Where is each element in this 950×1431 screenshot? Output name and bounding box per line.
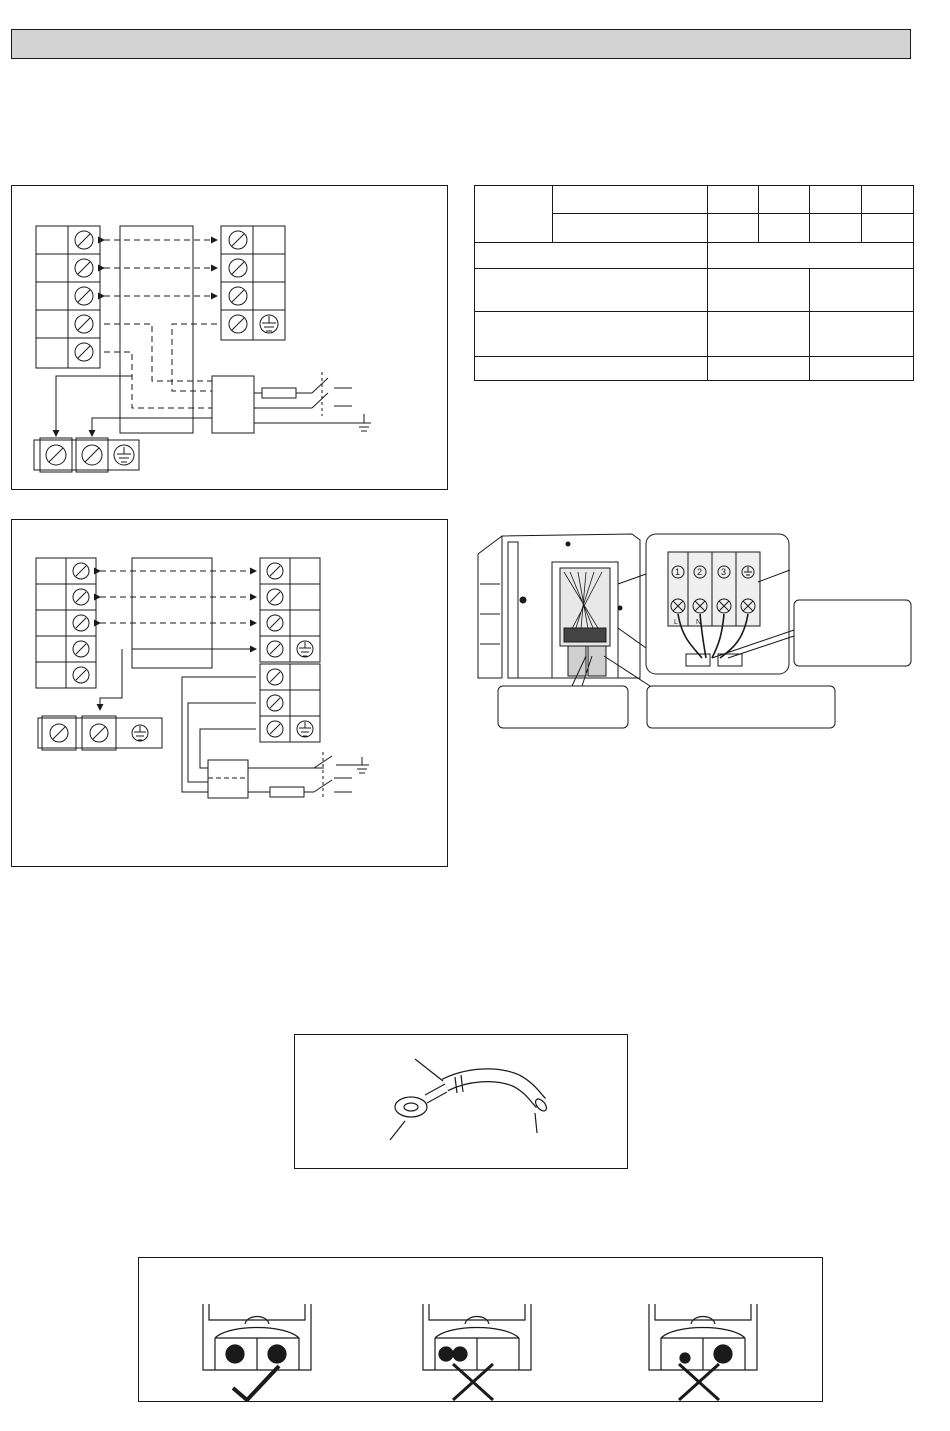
table-row <box>475 312 914 357</box>
breaker-switch-icon <box>312 378 328 393</box>
power-terminal-block <box>34 438 139 472</box>
connection-examples-figure <box>138 1257 823 1402</box>
terminal-screw-icon <box>46 445 66 465</box>
cable-clamp <box>208 760 248 798</box>
table-cell <box>810 186 862 214</box>
interconnect-wires <box>100 571 256 710</box>
ring-terminal-icon <box>395 1097 427 1117</box>
terminal-screw-icon <box>75 315 93 333</box>
table-cell <box>708 186 759 214</box>
wiring-diagram-a-drawing <box>12 186 447 489</box>
ground-symbol-icon <box>355 757 369 773</box>
terminal-screw-icon <box>82 445 102 465</box>
terminal-screw-icon <box>267 721 283 737</box>
terminal-screw-icon <box>267 615 283 631</box>
table-row <box>475 186 914 214</box>
table-cell <box>708 269 810 312</box>
table-cell <box>475 312 708 357</box>
connection-example-incorrect <box>649 1304 757 1400</box>
wiring-diagram-b-drawing <box>12 520 447 866</box>
connection-examples-drawing <box>139 1258 822 1401</box>
outdoor-unit-casing <box>478 534 640 678</box>
outdoor-terminal-block <box>260 558 320 662</box>
table-cell <box>759 214 810 243</box>
ground-symbol-icon <box>132 725 148 741</box>
terminal-screw-icon <box>267 589 283 605</box>
ground-symbol-icon <box>357 414 371 431</box>
power-terminal-block <box>260 664 320 742</box>
terminal-screw-icon <box>50 724 68 742</box>
terminal-screw-icon <box>75 231 93 249</box>
table-cell <box>553 214 708 243</box>
terminal-label: L <box>674 619 678 626</box>
connection-example-correct <box>203 1304 311 1400</box>
table-row <box>475 269 914 312</box>
outdoor-terminal-block <box>221 226 285 340</box>
table-cell <box>475 269 708 312</box>
terminal-screw-icon <box>75 343 93 361</box>
terminal-screw-icon <box>267 695 283 711</box>
fuse-icon <box>262 388 296 398</box>
check-icon <box>233 1366 279 1400</box>
table-cell <box>810 357 914 381</box>
table-cell <box>810 269 914 312</box>
terminal-number: 2 <box>697 567 703 577</box>
callout-box <box>647 686 835 728</box>
outdoor-unit-terminal-illustration <box>472 528 914 733</box>
table-cell <box>708 357 810 381</box>
terminal-detail-callout <box>618 534 789 674</box>
wire-spec-table <box>474 185 913 380</box>
table-cell <box>553 186 708 214</box>
table-row <box>475 357 914 381</box>
terminal-number: 1 <box>675 567 681 577</box>
ground-symbol-icon <box>297 721 313 737</box>
outdoor-unit-drawing <box>472 528 914 733</box>
cable-bundle-box <box>132 558 212 668</box>
table-cell <box>708 312 810 357</box>
table-cell <box>862 214 914 243</box>
table-row <box>475 243 914 269</box>
fuse-icon <box>270 787 304 797</box>
callout-box <box>794 600 911 666</box>
indoor-terminal-block <box>36 558 96 688</box>
table-cell <box>708 243 914 269</box>
table-cell <box>862 186 914 214</box>
terminal-screw-icon <box>229 259 247 277</box>
ground-symbol-icon <box>297 641 313 657</box>
table-cell <box>810 312 914 357</box>
terminal-screw-icon <box>73 641 89 657</box>
section-title-bar <box>11 29 911 59</box>
terminal-number: 3 <box>721 567 727 577</box>
wiring-diagram-b <box>11 519 448 867</box>
terminal-screw-icon <box>73 615 89 631</box>
terminal-screw-icon <box>75 259 93 277</box>
terminal-screw-icon <box>267 563 283 579</box>
terminal-screw-icon <box>75 287 93 305</box>
ground-symbol-icon <box>260 315 278 333</box>
terminal-screw-icon <box>229 287 247 305</box>
cable-bundle-box <box>120 226 193 433</box>
interconnect-wires <box>104 240 217 408</box>
terminal-screw-icon <box>267 641 283 657</box>
connection-example-incorrect <box>423 1304 531 1400</box>
table-cell <box>475 186 553 243</box>
table-cell <box>759 186 810 214</box>
wiring-diagram-a <box>11 185 448 490</box>
ground-symbol-icon <box>114 445 134 465</box>
terminal-screw-icon <box>229 231 247 249</box>
ring-terminal-drawing <box>295 1035 627 1168</box>
terminal-screw-icon <box>267 669 283 685</box>
table-cell <box>810 214 862 243</box>
terminal-screw-icon <box>229 315 247 333</box>
terminal-label: N <box>696 619 702 626</box>
terminal-screw-icon <box>73 563 89 579</box>
table-cell <box>708 214 759 243</box>
terminal-screw-icon <box>73 667 89 683</box>
table-cell <box>475 243 708 269</box>
indoor-power-block <box>38 716 162 750</box>
power-supply-wiring <box>56 372 371 436</box>
ring-terminal-figure <box>294 1034 628 1169</box>
indoor-terminal-block <box>36 226 100 368</box>
cable-clamp <box>212 376 254 433</box>
terminal-screw-icon <box>73 589 89 605</box>
terminal-screw-icon <box>90 724 108 742</box>
callout-box <box>498 686 628 728</box>
table-cell <box>475 357 708 381</box>
